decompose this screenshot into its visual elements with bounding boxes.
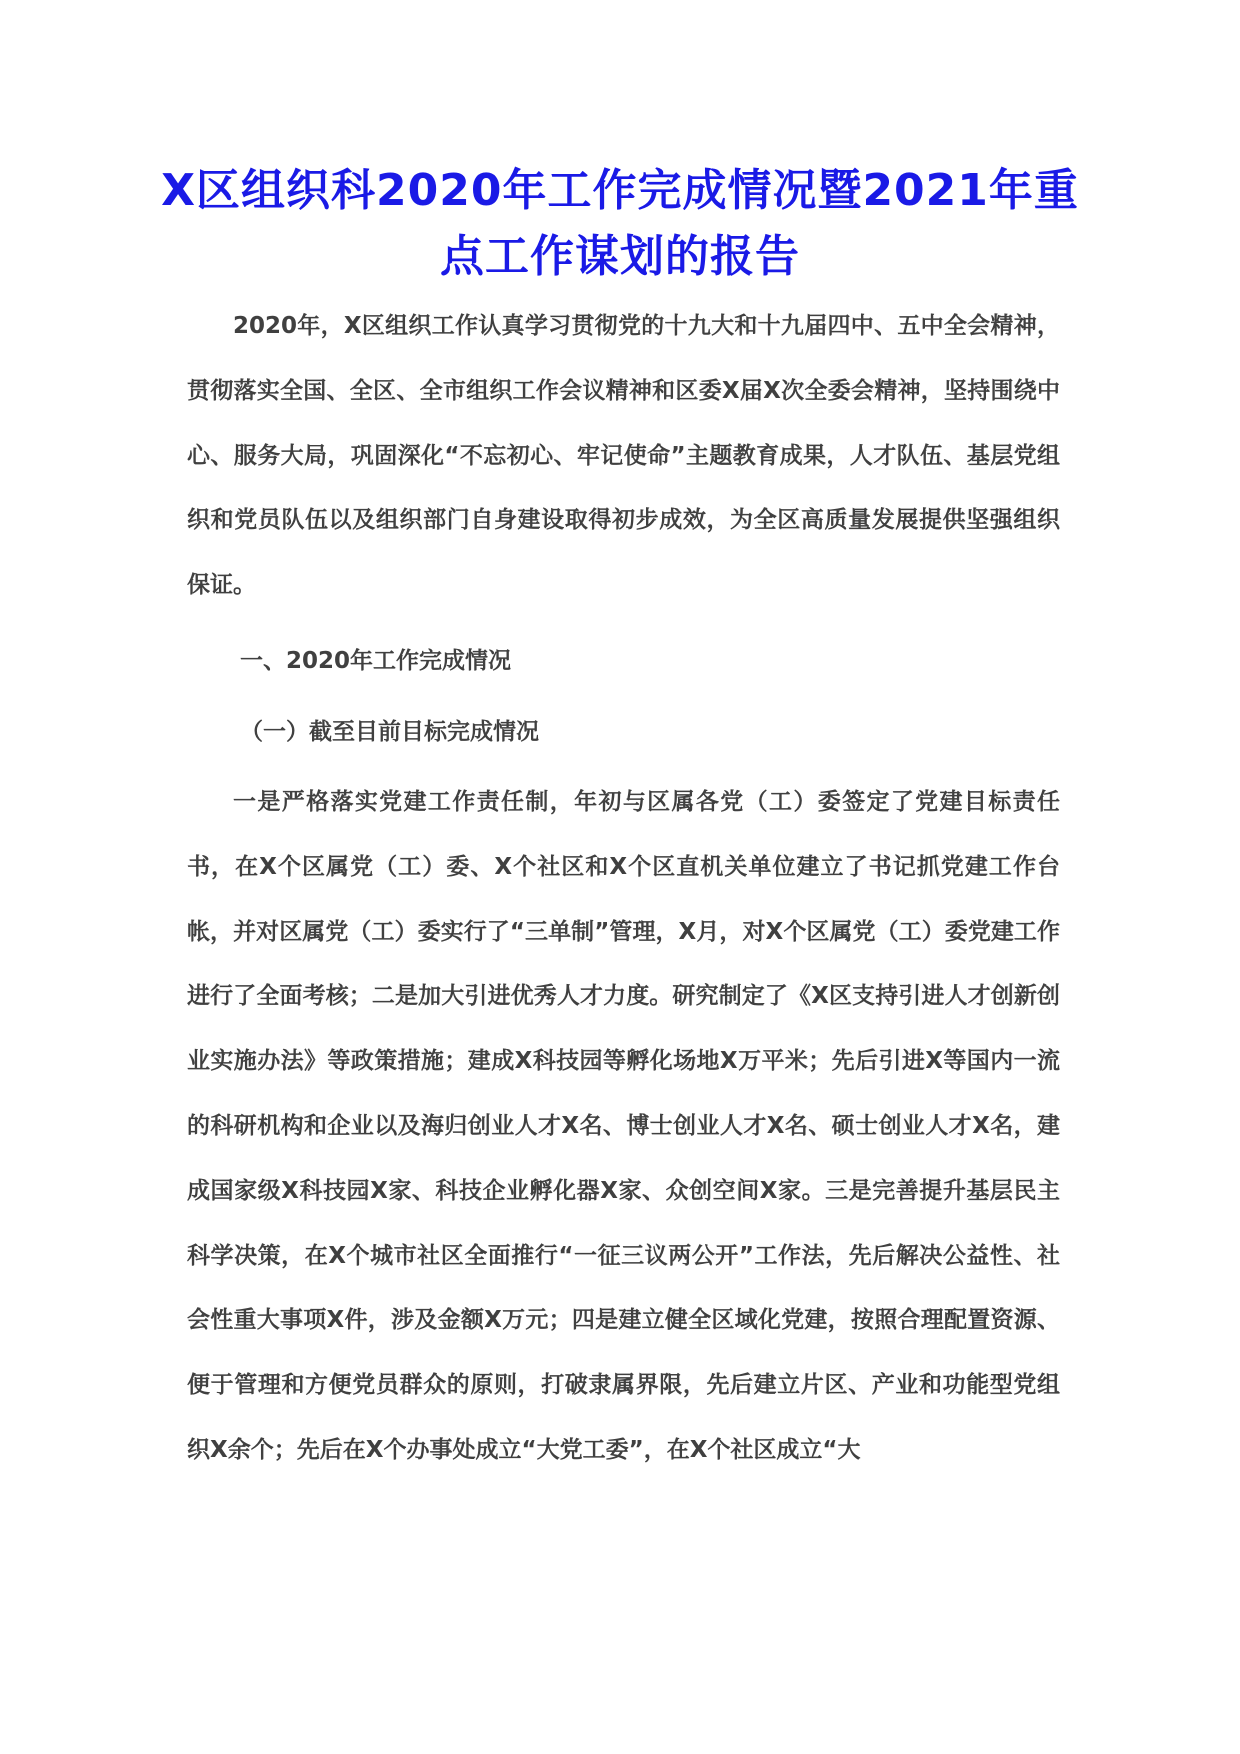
intro-paragraph-block	[187, 294, 1060, 618]
section-heading-2: （一）截至目前目标完成情况	[240, 719, 539, 745]
section-paragraph-block	[187, 770, 1060, 1483]
section-heading-1: 一、2020年工作完成情况	[240, 648, 512, 674]
section-paragraph: 一是严格落实党建工作责任制，年初与区属各党（工）委签定了党建目标责任书，在X个区属党（工）委、X个社区和X个区直机关单位建立了书记抓党建工作台帐，并对区属党（工）委实行了“三单制”管理，X月，对X个区属党（工）委党建工作进行了全面考核；二是加大引进优秀人才力度。研究制定了《X区支持引进人才创新创业实施办法》等政策措施；建成X科技园等孵化场地X万平米；先后引进X等国内一流的科研机构和企业以及海归创业人才X名、博士创业人才X名、硕士创业人才X名，建成国家级X科技园X家、科技企业孵化器X家、众创空间X家。三是完善提升基层民主科学决策，在X个城市社区全面推行“一征三议两公开”工作法，先后解决公益性、社会性重大事项X件，涉及金额X万元；四是建立健全区域化党建，按照合理配置资源、便于管理和方便党员群众的原则，打破隶属界限，先后建立片区、产业和功能型党组织X余个；先后在X个办事处成立“大党工委”，在X个社区成立“大	[187, 789, 1060, 1463]
intro-paragraph: 2020年，X区组织工作认真学习贯彻党的十九大和十九届四中、五中全会精神，贯彻落实全国、全区、全市组织工作会议精神和区委X届X次全委会精神，坚持围绕中心、服务大局，巩固深化“不忘初心、牢记使命”主题教育成果，人才队伍、基层党组织和党员队伍以及组织部门自身建设取得初步成效，为全区高质量发展提供坚强组织保证。	[187, 313, 1060, 599]
document-title: X区组织科2020年工作完成情况暨2021年重点工作谋划的报告	[161, 165, 1079, 282]
